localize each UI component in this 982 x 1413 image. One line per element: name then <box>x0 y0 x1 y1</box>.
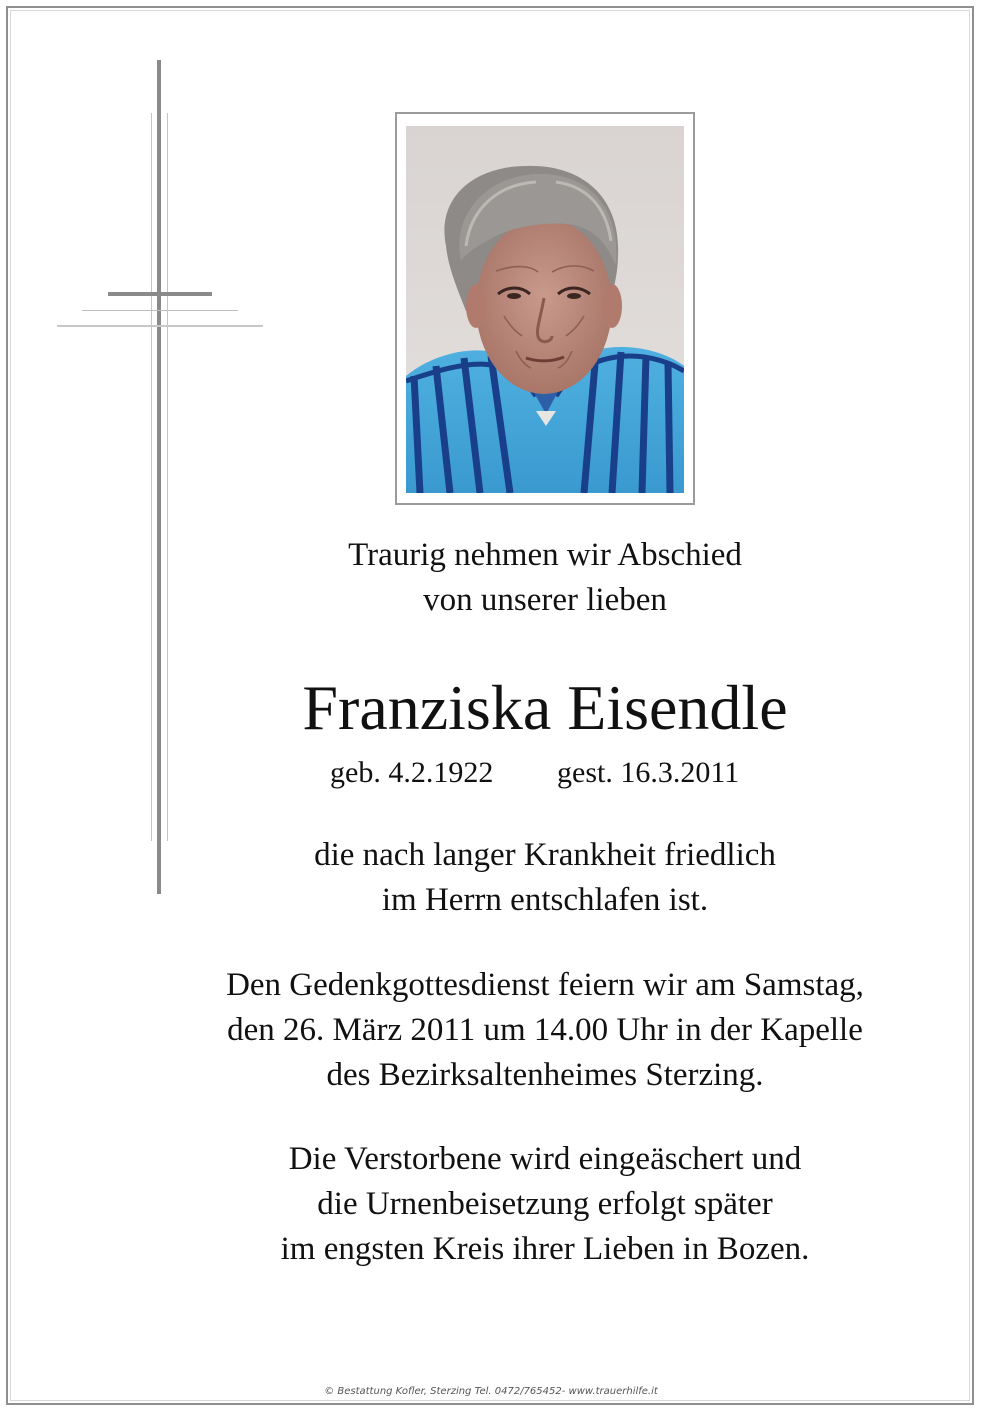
cross-horizontal-thin-1 <box>82 310 238 311</box>
burial-line-2: die Urnenbeisetzung erfolgt später <box>317 1186 773 1222</box>
cross-vertical-thin-right <box>167 113 168 841</box>
burial-line-1: Die Verstorbene wird eingeäschert und <box>288 1141 802 1177</box>
cross-vertical-beam <box>157 60 161 894</box>
cross-vertical-thin-left <box>151 113 152 841</box>
portrait-frame <box>395 112 695 505</box>
birth-date: geb. 4.2.1922 <box>330 756 494 789</box>
passing-text <box>180 833 910 923</box>
service-line-3: des Bezirksaltenheimes Sterzing. <box>326 1057 764 1093</box>
service-line-1: Den Gedenkgottesdienst feiern wir am Samstag, <box>226 967 864 1003</box>
burial-text <box>180 1137 910 1272</box>
passing-line-1: die nach langer Krankheit friedlich <box>314 837 776 873</box>
cross-horizontal-beam <box>108 292 212 296</box>
cross-horizontal-thin-2 <box>57 325 263 327</box>
intro-text <box>180 533 910 623</box>
service-line-2: den 26. März 2011 um 14.00 Uhr in der Kapelle <box>227 1012 863 1048</box>
death-date: gest. 16.3.2011 <box>557 756 740 789</box>
passing-line-2: im Herrn entschlafen ist. <box>381 882 709 918</box>
portrait-photo <box>406 126 684 493</box>
service-text <box>180 963 910 1098</box>
footer-credit: © Bestattung Kofler, Sterzing Tel. 0472/765452- www.trauerhilfe.it <box>324 1386 658 1397</box>
intro-line-2: von unserer lieben <box>423 582 667 618</box>
deceased-name: Franziska Eisendle <box>302 672 788 743</box>
burial-line-3: im engsten Kreis ihrer Lieben in Bozen. <box>280 1231 810 1267</box>
intro-line-1: Traurig nehmen wir Abschied <box>348 537 742 573</box>
